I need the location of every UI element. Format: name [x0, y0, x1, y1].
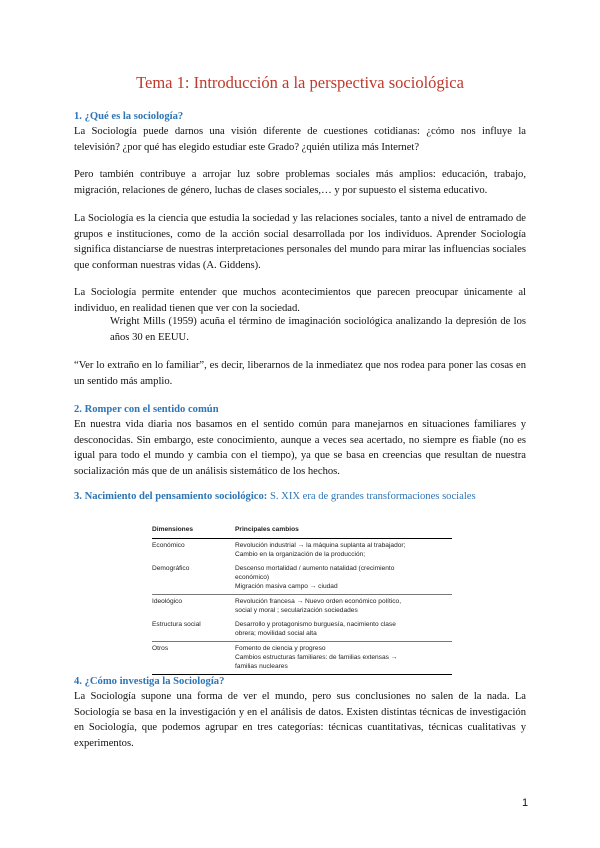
section-3-heading-rest: S. XIX era de grandes transformaciones sociales	[267, 491, 476, 502]
table-cell-line: Cambios estructuras familiares: de familias extensas →	[235, 654, 398, 661]
table-cell-line: obrera; movilidad social alta	[235, 630, 317, 637]
table-cell-line: Descenso mortalidad / aumento natalidad (crecimiento	[235, 565, 395, 572]
section-4-paragraph-1: La Sociología supone una forma de ver el mundo, pero sus conclusiones no salen de la nada. La Sociología se basa en la investigación y en el análisis de datos. Existen distintas técnicas de investigación en Sociología, que podemos agrupar en tres categorías: técnicas cuantitativas, técnicas cualitativas y experimentos.	[74, 691, 526, 749]
table-cell-line: Desarrollo y protagonismo burguesía, nacimiento clase	[235, 621, 396, 628]
section-1-heading: 1. ¿Qué es la sociología?	[74, 111, 184, 122]
section-1-paragraph-1: La Sociología puede darnos una visión diferente de cuestiones cotidianas: ¿cómo nos influye la televisión? ¿por qué has elegido estudiar este Grado? ¿quién utiliza más Internet?	[74, 126, 526, 153]
table-cell-line: Revolución francesa → Nuevo orden económico político,	[235, 598, 402, 605]
table-cell-dimension: Económico	[152, 542, 185, 549]
table-cell-dimension: Otros	[152, 645, 169, 652]
table-cell-line: social y moral ; secularización sociedades	[235, 607, 358, 614]
table-row	[152, 562, 452, 594]
page-number: 1	[522, 797, 529, 809]
section-1-quote: Wright Mills (1959) acuña el término de imaginación sociológica analizando la depresión de los años 30 en EEUU.	[110, 316, 526, 343]
section-2-paragraph-1: En nuestra vida diaria nos basamos en el sentido común para manejarnos en situaciones familiares y desconocidas. Sin embargo, este conocimiento, aunque a veces sea acertado, no siempre es fiable (no es igual para todo el mundo y cambia con el tiempo), ya que se basa en creencias que resultan de nuestra socialización más que de un análisis sistemático de los hechos.	[74, 419, 526, 477]
table-cell-dimension: Estructura social	[152, 621, 201, 628]
table-header	[152, 525, 452, 539]
table-row	[152, 641, 452, 675]
table-row	[152, 594, 452, 618]
table-cell-line: familias nucleares	[235, 663, 288, 670]
section-1-paragraph-2: Pero también contribuye a arrojar luz sobre problemas sociales más amplios: educación, trabajo, migración, relaciones de género, luchas de clases sociales,… y por supuesto el sistema educativo.	[74, 169, 526, 196]
section-3-heading	[74, 490, 526, 504]
table-cell-line: Migración masiva campo → ciudad	[235, 583, 338, 590]
page-title: Tema 1: Introducción a la perspectiva sociológica	[136, 73, 464, 92]
table-header-dimensions: Dimensiones	[152, 526, 194, 533]
section-2-heading: 2. Romper con el sentido común	[74, 404, 219, 415]
table-row	[152, 539, 452, 562]
section-3-heading-bold: 3. Nacimiento del pensamiento sociológico:	[74, 491, 268, 502]
table-cell-dimension: Demográfico	[152, 565, 190, 572]
table-cell-line: Fomento de ciencia y progreso	[235, 645, 326, 652]
table-cell-line: Revolución industrial → la máquina suplanta al trabajador;	[235, 542, 406, 549]
table-row	[152, 618, 452, 641]
table-cell-line: económico)	[235, 574, 270, 581]
table-cell-dimension: Ideológico	[152, 598, 183, 605]
table-cell-line: Cambio en la organización de la producción;	[235, 551, 366, 558]
section-4-heading: 4. ¿Cómo investiga la Sociología?	[74, 676, 225, 687]
table-header-changes: Principales cambios	[235, 526, 299, 533]
section-1-paragraph-4: La Sociología permite entender que muchos acontecimientos que parecen preocupar únicamente al individuo, en realidad tienen que ver con la sociedad.	[74, 287, 526, 314]
changes-table	[152, 525, 452, 675]
section-1-paragraph-6: “Ver lo extraño en lo familiar”, es decir, liberarnos de la inmediatez que nos rodea para poner las cosas en un sentido más amplio.	[74, 360, 526, 387]
section-1-paragraph-3: La Sociología es la ciencia que estudia la sociedad y las relaciones sociales, tanto a nivel de entramado de grupos e instituciones, como de la acción social desarrollada por los individuos. Aprender Sociología significa distanciarse de nuestras interpretaciones personales del mundo para mirar las influencias sociales que conforman nuestras vidas (A. Giddens).	[74, 213, 526, 271]
